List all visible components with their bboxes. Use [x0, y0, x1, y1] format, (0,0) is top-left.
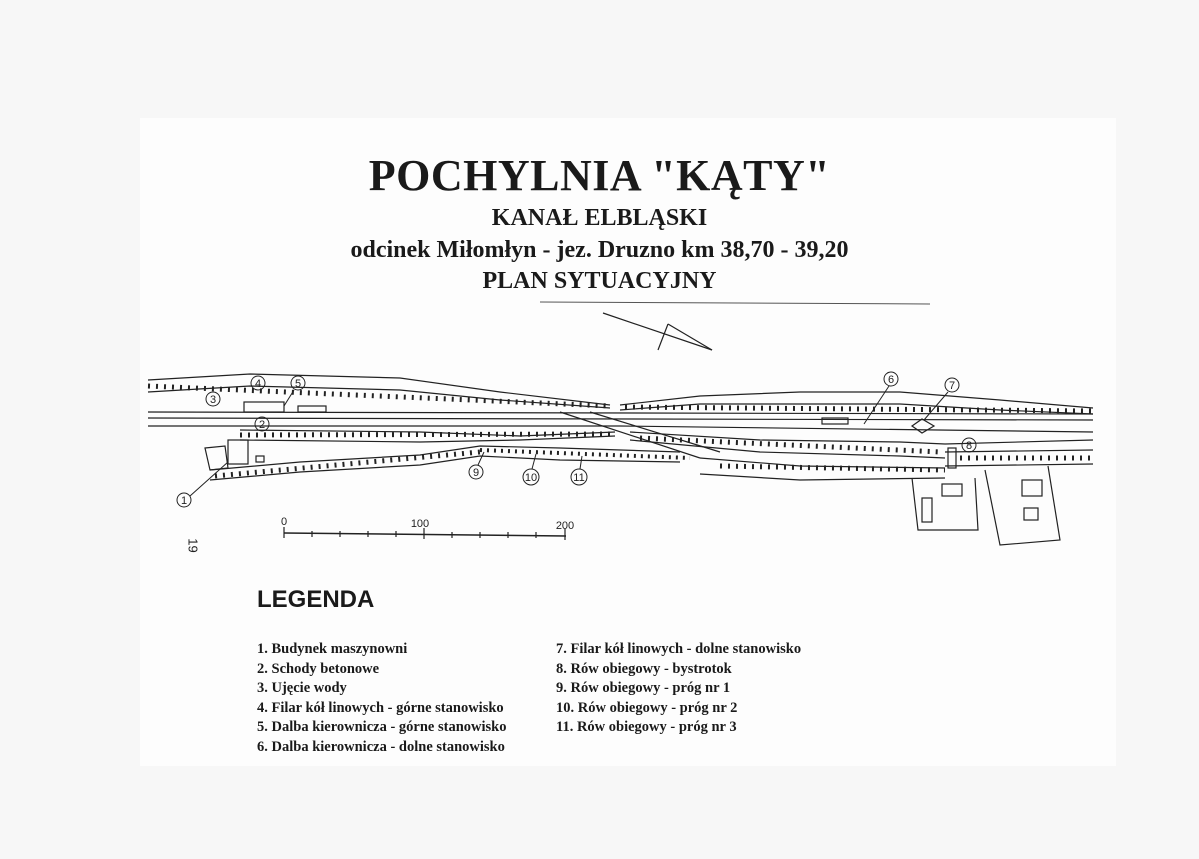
- svg-text:6: 6: [887, 374, 895, 386]
- map-subtitle-section: odcinek Miłomłyn - jez. Druzno km 38,70 - 39,20: [350, 237, 849, 263]
- svg-text:11: 11: [573, 472, 585, 484]
- marker-8: [962, 438, 976, 452]
- svg-text:3: 3: [209, 394, 217, 406]
- legend-item: 9. Rów obiegowy - próg nr 1: [556, 680, 731, 696]
- svg-text:9: 9: [472, 467, 480, 479]
- legend-item: 8. Rów obiegowy - bystrotok: [556, 660, 732, 677]
- svg-text:10: 10: [524, 472, 538, 484]
- map-title: POCHYLNIA "KĄTY": [368, 151, 831, 200]
- legend-item: 5. Dalba kierownicza - górne stanowisko: [257, 719, 507, 735]
- svg-text:2: 2: [258, 419, 266, 431]
- legend-item: 7. Filar kół linowych - dolne stanowisko: [556, 641, 802, 657]
- svg-text:5: 5: [294, 378, 302, 390]
- legend-item: 4. Filar kół linowych - górne stanowisko: [257, 699, 504, 716]
- marker-2: [255, 417, 269, 431]
- legend-item: 6. Dalba kierownicza - dolne stanowisko: [257, 738, 505, 755]
- legend-item: 1. Budynek maszynowni: [257, 641, 408, 657]
- legend-right-column: [556, 640, 801, 738]
- map-subtitle-canal: KANAŁ ELBLĄSKI: [491, 205, 708, 231]
- legend-item: 3. Ujęcie wody: [257, 680, 347, 696]
- scale-label-100: 100: [410, 518, 430, 530]
- scale-label-200: 200: [555, 520, 575, 532]
- svg-text:4: 4: [254, 378, 262, 390]
- legend-item: 11. Rów obiegowy - próg nr 3: [556, 719, 737, 735]
- marker-3: [206, 392, 220, 406]
- legend-left-column: [257, 640, 506, 757]
- marker-4: [251, 376, 265, 390]
- north-arrow-icon: [603, 313, 712, 350]
- legend-item: 2. Schody betonowe: [257, 660, 380, 677]
- page-number: 19: [185, 538, 201, 553]
- map-subtitle-plan: PLAN SYTUACYJNY: [482, 268, 717, 294]
- legend-item: 10. Rów obiegowy - próg nr 2: [556, 699, 738, 716]
- svg-text:1: 1: [180, 495, 188, 507]
- svg-text:8: 8: [965, 440, 973, 452]
- marker-6: [864, 372, 898, 424]
- scale-label-0: 0: [280, 516, 288, 528]
- canal-plan: [148, 374, 1093, 545]
- title-separator: [540, 302, 930, 304]
- marker-1: [177, 462, 228, 507]
- legend-heading: LEGENDA: [257, 586, 375, 613]
- svg-text:7: 7: [948, 380, 956, 392]
- scale-bar: [281, 516, 574, 540]
